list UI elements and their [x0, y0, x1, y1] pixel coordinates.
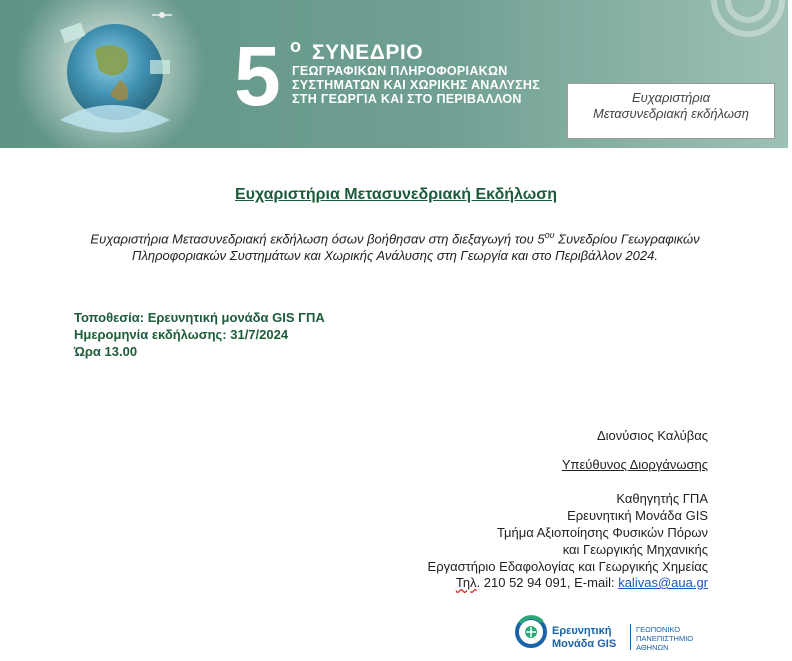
signatory-detail: Εργαστήριο Εδαφολογίας και Γεωργικής Χημείας	[427, 559, 708, 574]
gis-unit-name-line: Ερευνητική	[552, 625, 612, 637]
signatory-name: Διονύσιος Καλύβας	[596, 428, 708, 443]
conference-title: ΣΥΝΕΔΡΙΟ	[312, 41, 424, 64]
signatory-detail: Καθηγητής ΓΠΑ	[616, 491, 708, 506]
gis-unit-name	[552, 625, 616, 651]
intro-text: Ευχαριστήρια Μετασυνεδριακή εκδήλωση όσων βοήθησαν στη διεξαγωγή του 5	[90, 231, 545, 247]
conference-subtitle-line: ΣΥΣΤΗΜΑΤΩΝ ΚΑΙ ΧΩΡΙΚΗΣ ΑΝΑΛΥΣΗΣ	[292, 78, 541, 92]
signatory-detail: Ερευνητική Μονάδα GIS	[567, 508, 708, 523]
intro-paragraph	[70, 227, 720, 264]
university-name	[636, 625, 693, 652]
event-date: Ημερομηνία εκδήλωσης: 31/7/2024	[74, 327, 289, 342]
email-link[interactable]: kalivas@aua.gr	[618, 575, 708, 590]
footer-divider	[630, 624, 631, 650]
intro-text: Συνεδρίου Γεωγραφικών Πληροφοριακών Συστημάτων και Χωρικής Ανάλυσης στη Γεωργία και στο Περιβάλλον 2024.	[132, 231, 700, 264]
decorative-circles	[698, 0, 788, 40]
document-label-line: Ευχαριστήρια	[631, 90, 711, 105]
event-time: Ώρα 13.00	[74, 344, 138, 359]
document-label-line: Μετασυνεδριακή εκδήλωση	[592, 106, 750, 121]
gis-unit-name-line: Μονάδα GIS	[552, 638, 617, 650]
signatory-detail: και Γεωργικής Μηχανικής	[562, 542, 708, 557]
signatory-contact	[456, 575, 708, 590]
university-name-line: ΑΘΗΝΩΝ	[636, 643, 669, 652]
intro-ordinal: ου	[544, 230, 555, 240]
signatory-detail: Τμήμα Αξιοποίησης Φυσικών Πόρων	[497, 525, 708, 540]
conference-number-superscript: ο	[290, 36, 301, 56]
conference-number: 5	[234, 29, 281, 123]
gis-unit-logo-icon	[512, 613, 550, 651]
conference-subtitle-line: ΣΤΗ ΓΕΩΡΓΙΑ ΚΑΙ ΣΤΟ ΠΕΡΙΒΑΛΛΟΝ	[292, 92, 522, 106]
phone-prefix: Τηλ	[455, 575, 477, 590]
document-title: Ευχαριστήρια Μετασυνεδριακή Εκδήλωση	[235, 186, 557, 203]
phone-text: . 210 52 94 091, E-mail:	[476, 575, 619, 590]
signatory-role: Υπεύθυνος Διοργάνωσης	[561, 457, 708, 472]
university-name-line: ΠΑΝΕΠΙΣΤΗΜΙΟ	[636, 634, 694, 643]
globe-illustration	[0, 0, 230, 148]
conference-subtitle-line: ΓΕΩΓΡΑΦΙΚΩΝ ΠΛΗΡΟΦΟΡΙΑΚΩΝ	[292, 64, 508, 78]
event-location: Τοποθεσία: Ερευνητική μονάδα GIS ΓΠΑ	[74, 310, 325, 325]
university-name-line: ΓΕΩΠΟΝΙΚΟ	[636, 625, 681, 634]
document-label-box	[567, 83, 775, 139]
